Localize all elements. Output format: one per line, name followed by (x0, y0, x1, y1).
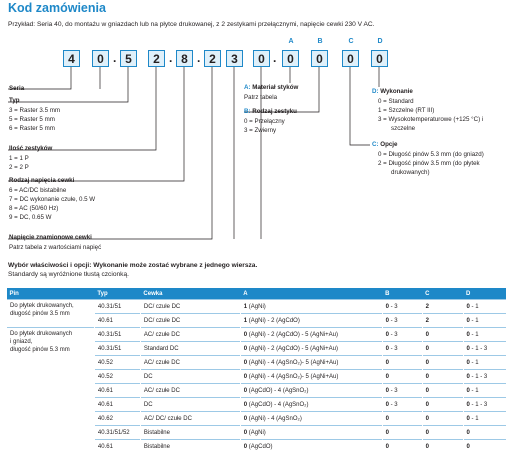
b-cell (382, 314, 422, 328)
d-standard-value: 0 (466, 359, 470, 366)
pin-line: długość pinów 3.5 mm (10, 311, 70, 317)
a-other-values: (AgNi) - 4 (AgSnO₂) (247, 415, 302, 422)
cewka-cell: DC/ czułe DC (140, 314, 240, 328)
code-digit: 0 (92, 50, 109, 67)
option-letter-c: C (348, 38, 354, 45)
b-cell (382, 426, 422, 440)
typ-cell: 40.61 (94, 384, 140, 398)
b-standard-value: 0 (385, 373, 389, 380)
d-standard-value: 0 (466, 317, 470, 324)
c-standard-value: 0 (425, 443, 429, 450)
a-other-values: (AgCdO) - 4 (AgSnO₂) (247, 387, 309, 394)
c-cell (422, 440, 463, 454)
typ-cell: 40.52 (94, 356, 140, 370)
b-other-values: - 3 (388, 331, 398, 338)
b-standard-value: 0 (385, 317, 389, 324)
c-standard-value: 0 (425, 401, 429, 408)
d-other-values: - 1 - 3 (469, 373, 488, 380)
code-separator: . (197, 51, 201, 65)
ilosc-item: 2 = 2 P (9, 164, 29, 171)
b-standard-value: 0 (385, 429, 389, 436)
d-other-values: - 1 (469, 303, 479, 310)
label-b-prefix: B: (244, 108, 251, 115)
d-cell (463, 384, 506, 398)
ilosc-item: 1 = 1 P (9, 155, 29, 162)
c-cell (422, 384, 463, 398)
c-cell (422, 314, 463, 328)
rodzaj-item: 8 = AC (50/60 Hz) (9, 205, 59, 212)
pin-cell (7, 300, 95, 328)
c-standard-value: 0 (425, 345, 429, 352)
napiecie-sub: Patrz tabela z wartościami napięć (9, 244, 102, 251)
b-standard-value: 0 (385, 401, 389, 408)
d-other-values: - 1 (469, 331, 479, 338)
b-cell (382, 384, 422, 398)
label-d (372, 88, 413, 96)
c-cell (422, 412, 463, 426)
typ-cell: 40.31/51 (94, 300, 140, 314)
d-standard-value: 0 (466, 345, 470, 352)
b-item: 0 = Przełączny (244, 118, 285, 125)
rodzaj-item: 7 = DC wykonanie czułe, 0.5 W (9, 196, 96, 203)
a-other-values: (AgNi) - 2 (AgCdO) - 5 (AgNi+Au) (247, 331, 338, 338)
code-digit: 2 (148, 50, 165, 67)
b-standard-value: 0 (385, 303, 389, 310)
d-cell (463, 314, 506, 328)
c-cell (422, 300, 463, 314)
label-a-prefix: A: (244, 84, 251, 91)
b-cell (382, 398, 422, 412)
cewka-cell: DC (140, 370, 240, 384)
code-digit: 0 (342, 50, 359, 67)
a-cell (240, 412, 382, 426)
d-cell (463, 356, 506, 370)
label-a-sub: Patrz tabela (244, 94, 278, 101)
a-cell (240, 384, 382, 398)
a-other-values: (AgNi) - 4 (AgSnO₂)- 5 (AgNi+Au) (247, 373, 339, 380)
a-other-values: (AgCdO) - 4 (AgSnO₂) (247, 401, 309, 408)
b-other-values: - 3 (388, 303, 398, 310)
a-standard-value: 0 (243, 429, 248, 436)
header-pin: Pin (7, 288, 95, 300)
a-standard-value: 0 (243, 373, 248, 380)
cewka-cell: AC/ czułe DC (140, 328, 240, 342)
code-separator: . (273, 51, 277, 65)
pin-cell (7, 328, 95, 454)
d-standard-value: 0 (466, 429, 470, 436)
d-item: 1 = Szczelne (RT III) (378, 107, 435, 114)
d-other-values: - 1 (469, 359, 479, 366)
b-cell (382, 440, 422, 454)
table-row (7, 300, 507, 314)
d-standard-value: 0 (466, 415, 470, 422)
standards-note: Standardy są wyróżnione tłustą czcionką. (8, 271, 129, 278)
c-item: drukowanych) (391, 169, 430, 176)
code-separator: . (113, 51, 117, 65)
c-standard-value: 0 (425, 387, 429, 394)
option-letter-d: D (377, 38, 383, 45)
label-c (372, 141, 397, 149)
b-cell (382, 300, 422, 314)
d-standard-value: 0 (466, 401, 470, 408)
a-standard-value: 0 (243, 359, 248, 366)
a-cell (240, 342, 382, 356)
c-cell (422, 328, 463, 342)
d-other-values: - 1 - 3 (469, 401, 488, 408)
d-standard-value: 0 (466, 373, 470, 380)
cewka-cell: AC/ DC/ czułe DC (140, 412, 240, 426)
code-digit: 0 (282, 50, 299, 67)
c-item: 0 = Długość pinów 5.3 mm (do gniazd) (378, 151, 484, 158)
b-standard-value: 0 (385, 415, 389, 422)
a-cell (240, 314, 382, 328)
c-standard-value: 2 (425, 303, 429, 310)
example-text: Przykład: Seria 40, do montażu w gniazdach lub na płytce drukowanej, z 2 zestykami przełącznymi, napięcie cewki 230 V AC. (8, 21, 375, 28)
a-other-values: (AgNi) - 2 (AgCdO) - 5 (AgNi+Au) (247, 345, 338, 352)
b-standard-value: 0 (385, 331, 389, 338)
a-standard-value: 1 (243, 317, 248, 324)
c-item: 2 = Długość pinów 3.5 mm (do płytek (378, 160, 480, 167)
b-other-values: - 3 (388, 345, 398, 352)
a-other-values: (AgNi) - 4 (AgSnO₂)- 5 (AgNi+Au) (247, 359, 339, 366)
typ-cell: 40.62 (94, 412, 140, 426)
option-letter-b: B (317, 38, 323, 45)
a-other-values: (AgNi) (247, 303, 266, 310)
label-c-prefix: C: (372, 141, 379, 148)
options-table (6, 288, 506, 453)
b-other-values: - 3 (388, 387, 398, 394)
rodzaj-item: 9 = DC, 0.65 W (9, 214, 52, 221)
code-digit: 3 (226, 50, 243, 67)
typ-item: 5 = Raster 5 mm (9, 116, 55, 123)
header-a: A (240, 288, 382, 300)
d-cell (463, 370, 506, 384)
code-digit: 5 (120, 50, 137, 67)
header-typ: Typ (94, 288, 140, 300)
code-digit: 0 (371, 50, 388, 67)
a-standard-value: 0 (243, 415, 248, 422)
d-other-values: - 1 - 3 (469, 345, 488, 352)
typ-cell: 40.31/51 (94, 328, 140, 342)
c-standard-value: 0 (425, 373, 429, 380)
cewka-cell: Bistabilne (140, 426, 240, 440)
b-cell (382, 328, 422, 342)
d-cell (463, 342, 506, 356)
a-cell (240, 398, 382, 412)
page-title: Kod zamówienia (8, 1, 106, 15)
d-cell (463, 300, 506, 314)
b-cell (382, 370, 422, 384)
d-other-values: - 1 (469, 387, 479, 394)
a-cell (240, 356, 382, 370)
label-a (244, 84, 298, 92)
typ-cell: 40.61 (94, 440, 140, 454)
d-cell (463, 426, 506, 440)
code-digit: 0 (311, 50, 328, 67)
b-other-values: - 3 (388, 317, 398, 324)
b-item: 3 = Zwierny (244, 127, 277, 134)
label-rodzaj: Rodzaj napięcia cewki (9, 177, 75, 184)
a-standard-value: 0 (243, 345, 248, 352)
c-cell (422, 356, 463, 370)
rodzaj-item: 6 = AC/DC bistabilne (9, 187, 67, 194)
pin-line: Do płytek drukowanych (10, 331, 73, 337)
b-cell (382, 356, 422, 370)
b-standard-value: 0 (385, 387, 389, 394)
c-standard-value: 0 (425, 331, 429, 338)
label-b (244, 108, 297, 116)
c-cell (422, 370, 463, 384)
code-digit: 4 (63, 50, 80, 67)
typ-cell: 40.31/51/52 (94, 426, 140, 440)
d-cell (463, 440, 506, 454)
code-digit: 8 (176, 50, 193, 67)
a-cell (240, 300, 382, 314)
a-cell (240, 328, 382, 342)
code-digit: 0 (253, 50, 270, 67)
table-row (7, 328, 507, 342)
label-typ: Typ (9, 97, 20, 104)
typ-item: 3 = Raster 3.5 mm (9, 107, 61, 114)
a-other-values: (AgNi) - 2 (AgCdO) (247, 317, 300, 324)
a-cell (240, 370, 382, 384)
cewka-cell: DC/ czułe DC (140, 300, 240, 314)
c-standard-value: 2 (425, 317, 429, 324)
label-seria: Seria (9, 85, 25, 92)
label-c-title: Opcje (380, 141, 398, 148)
header-b: B (382, 288, 422, 300)
d-other-values: - 1 (469, 415, 479, 422)
b-cell (382, 412, 422, 426)
c-standard-value: 0 (425, 359, 429, 366)
d-other-values: - 1 (469, 317, 479, 324)
c-cell (422, 398, 463, 412)
d-standard-value: 0 (466, 387, 470, 394)
typ-cell: 40.31/51 (94, 342, 140, 356)
b-standard-value: 0 (385, 359, 389, 366)
a-standard-value: 0 (243, 443, 248, 450)
d-item: 0 = Standard (378, 98, 414, 105)
label-a-title: Materiał styków (252, 84, 299, 91)
pin-line: i gniazd, (10, 339, 33, 345)
code-digit: 2 (204, 50, 221, 67)
header-cewka: Cewka (140, 288, 240, 300)
d-item: 3 = Wysokotemperaturowe (+125 °C) i (378, 116, 484, 123)
a-standard-value: 1 (243, 303, 248, 310)
label-napiecie: Napięcie znamionowe cewki (9, 234, 92, 241)
a-standard-value: 0 (243, 331, 248, 338)
a-standard-value: 0 (243, 387, 248, 394)
b-standard-value: 0 (385, 443, 389, 450)
cewka-cell: DC (140, 398, 240, 412)
a-other-values: (AgCdO) (247, 443, 273, 450)
c-standard-value: 0 (425, 429, 429, 436)
d-standard-value: 0 (466, 303, 470, 310)
c-cell (422, 342, 463, 356)
d-cell (463, 398, 506, 412)
b-other-values: - 3 (388, 401, 398, 408)
label-b-title: Rodzaj zestyku (252, 108, 297, 115)
a-standard-value: 0 (243, 401, 248, 408)
cewka-cell: Standard DC (140, 342, 240, 356)
cewka-cell: AC/ czułe DC (140, 356, 240, 370)
header-c: C (422, 288, 463, 300)
d-cell (463, 412, 506, 426)
a-other-values: (AgNi) (247, 429, 266, 436)
table-header-row (7, 288, 507, 300)
cewka-cell: AC/ czułe DC (140, 384, 240, 398)
header-d: D (463, 288, 506, 300)
d-standard-value: 0 (466, 443, 470, 450)
d-item: szczelne (391, 125, 416, 132)
pin-line: długość pinów 5.3 mm (10, 347, 70, 353)
label-ilosc: Ilość zestyków (9, 145, 53, 152)
c-cell (422, 426, 463, 440)
typ-cell: 40.61 (94, 398, 140, 412)
label-d-title: Wykonanie (380, 88, 413, 95)
b-standard-value: 0 (385, 345, 389, 352)
typ-item: 6 = Raster 5 mm (9, 125, 55, 132)
a-cell (240, 426, 382, 440)
selection-note: Wybór właściwości i opcji: Wykonanie może zostać wybrane z jednego wiersza. (8, 262, 258, 269)
typ-cell: 40.52 (94, 370, 140, 384)
a-cell (240, 440, 382, 454)
cewka-cell: Bistabilne (140, 440, 240, 454)
typ-cell: 40.61 (94, 314, 140, 328)
d-cell (463, 328, 506, 342)
c-standard-value: 0 (425, 415, 429, 422)
pin-line: Do płytek drukowanych, (10, 303, 74, 309)
label-d-prefix: D: (372, 88, 379, 95)
option-letter-a: A (288, 38, 294, 45)
code-separator: . (169, 51, 173, 65)
b-cell (382, 342, 422, 356)
d-standard-value: 0 (466, 331, 470, 338)
